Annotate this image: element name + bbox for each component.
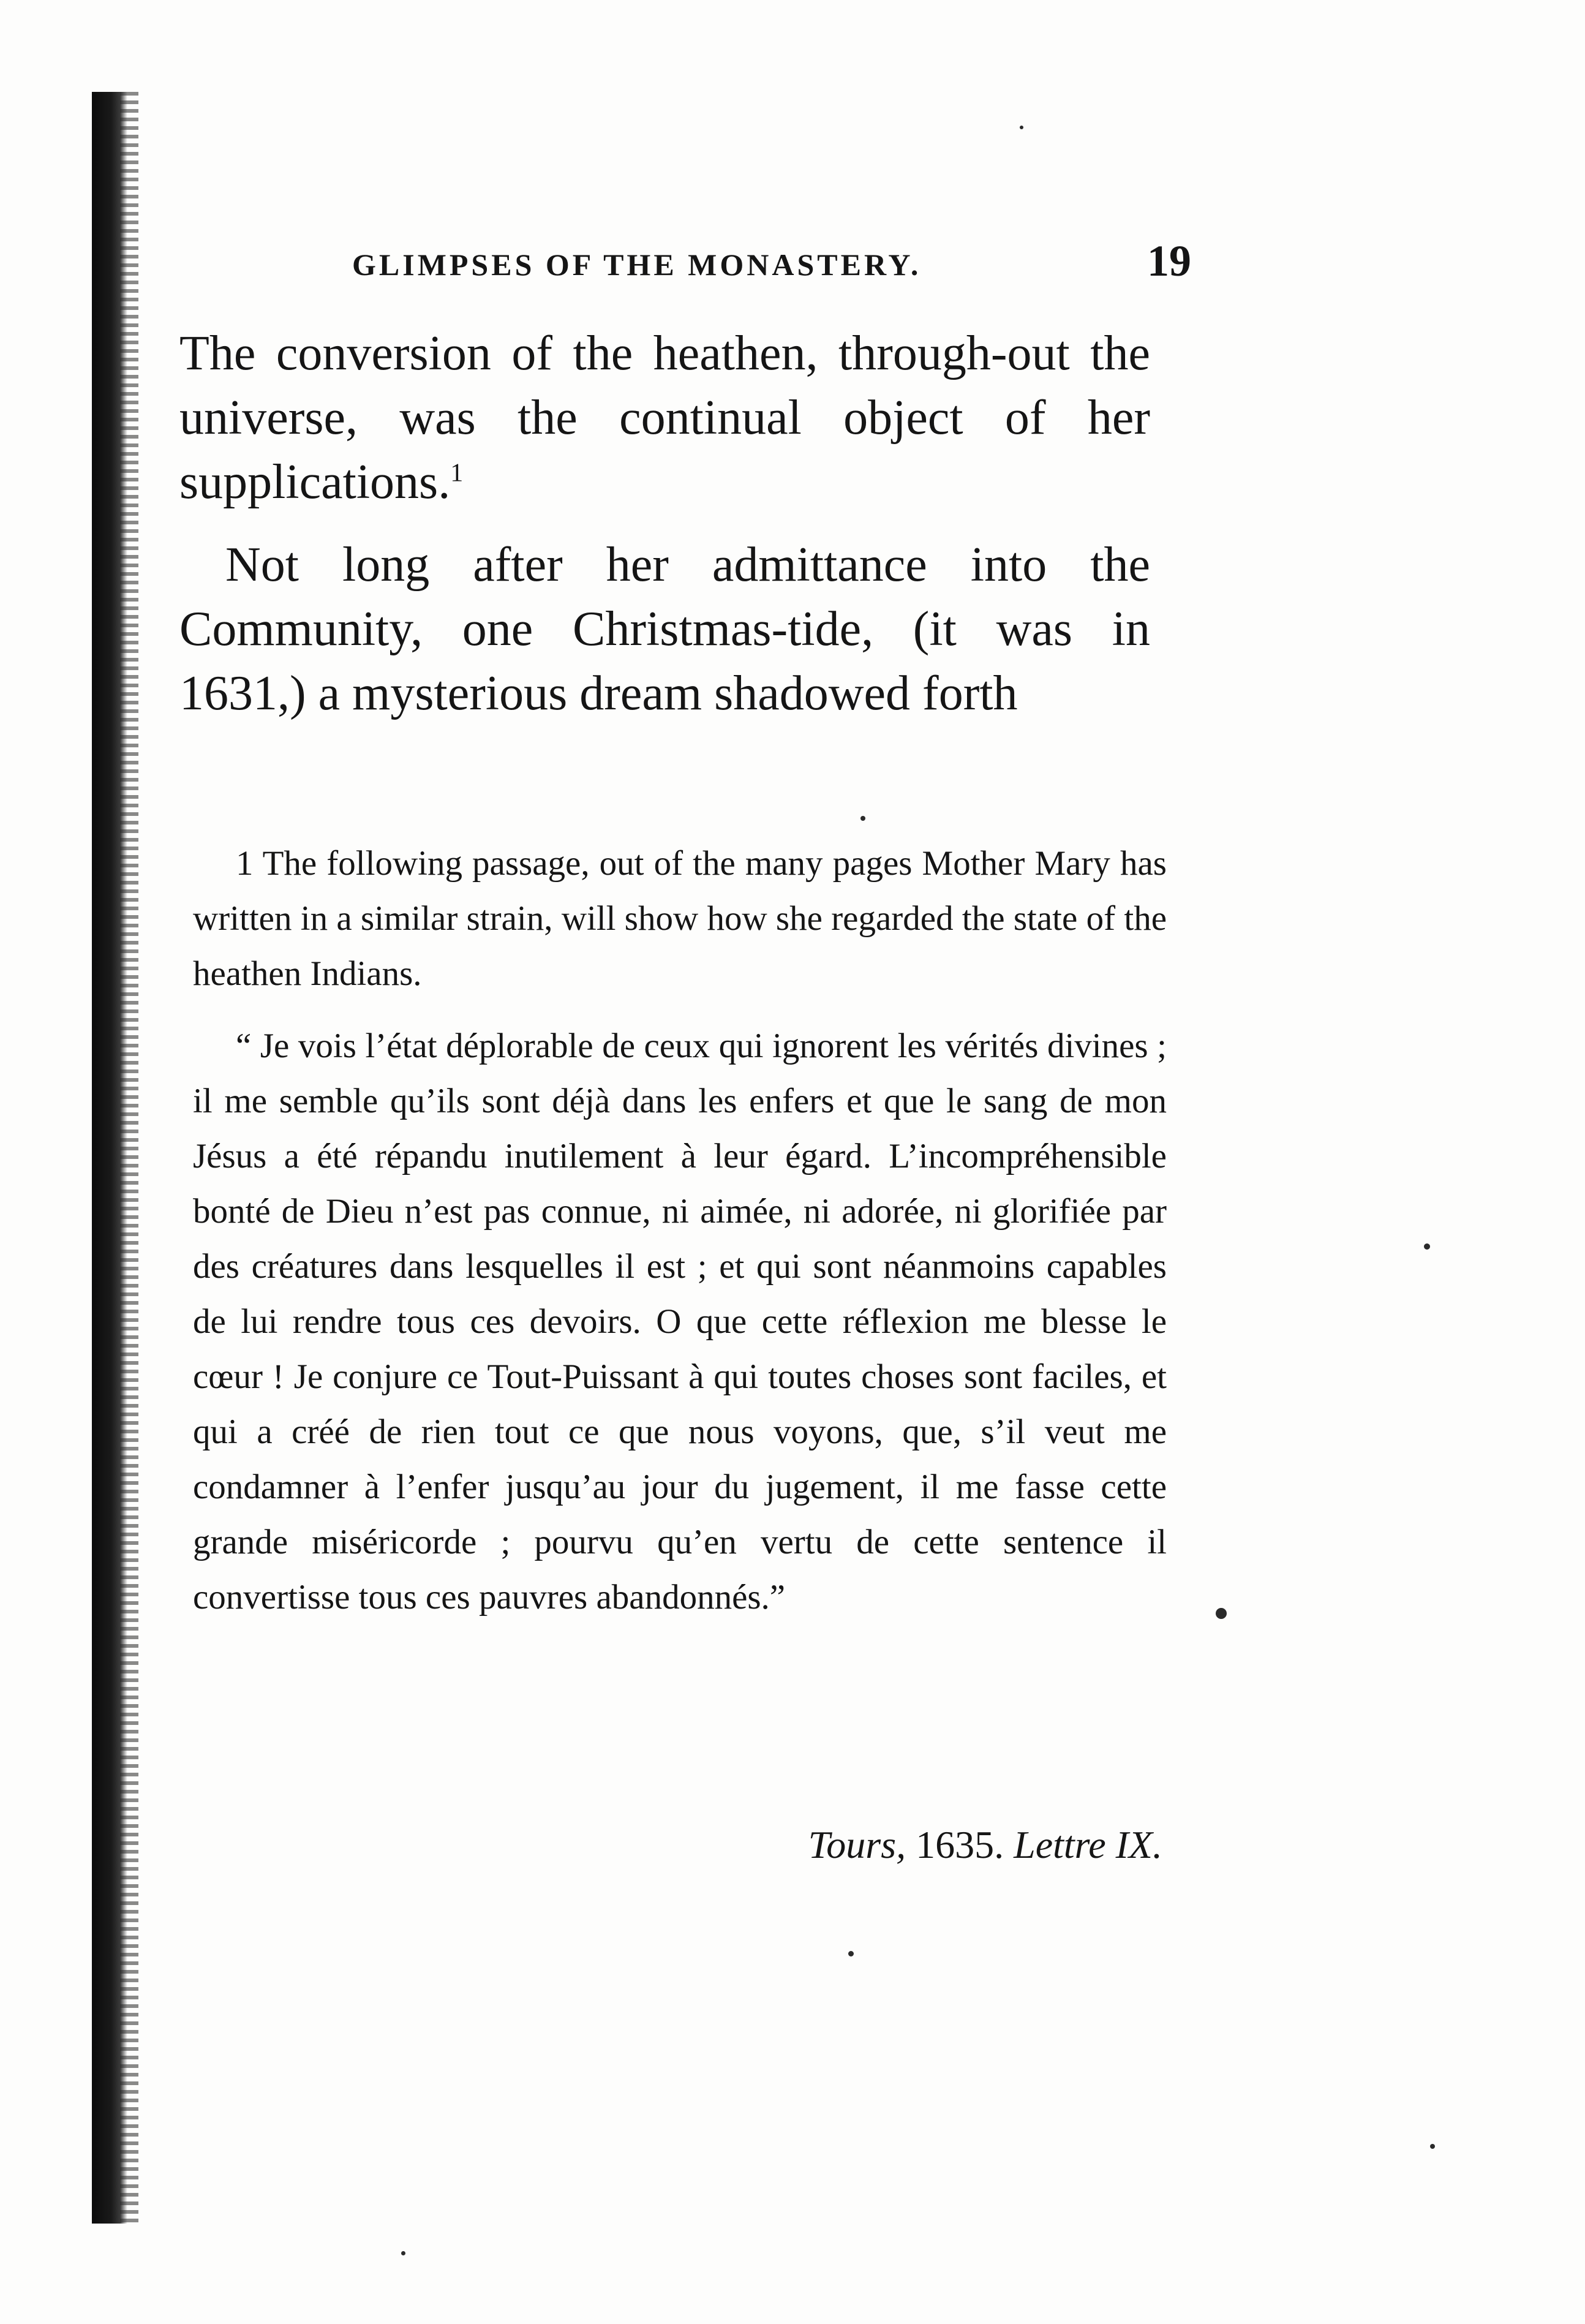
scan-speck	[401, 2251, 405, 2255]
footnote-number: 1	[236, 844, 254, 883]
footnote-intro-text: The following passage, out of the many pages Mother Mary has written in a similar strain, will show how she regarded the state of the heathen Indians.	[193, 844, 1167, 993]
source-place: Tours,	[808, 1823, 906, 1866]
footnote-quote: “ Je vois l’état déplorable de ceux qui ignorent les vérités divines ; il me semble qu’ils sont déjà dans les enfers et que le sang de mon Jésus a été répandu inutilement à leur égard. L’incompréhensible bonté de Dieu n’est pas connue, ni aimée, ni adorée, ni glorifiée par des créatures dans lesquelles il est ; et qui sont néanmoins capables de lui rendre tous ces devoirs. O que cette réflexion me blesse le cœur ! Je conjure ce Tout-Puissant à qui toutes choses sont faciles, et qui a créé de rien tout ce que nous voyons, que, s’il veut me condamner à l’enfer jusqu’au jour du jugement, il me fasse cette grande miséricorde ; pourvu qu’en vertu de cette sentence il convertisse tous ces pauvres abandonnés.”	[193, 1027, 1167, 1617]
page-number: 19	[1147, 236, 1191, 285]
page-header	[352, 236, 1191, 291]
source-letter: Lettre IX.	[1014, 1823, 1162, 1866]
scan-speck	[1020, 126, 1023, 129]
paragraph-1	[179, 322, 1150, 515]
source-year: 1635.	[916, 1823, 1004, 1866]
paragraph-1-text: The conversion of the heathen, through-out the universe, was the continual object of her supplications.	[179, 326, 1150, 509]
scan-speck	[1430, 2144, 1435, 2149]
quote-source	[808, 1822, 1162, 1868]
scan-speck	[848, 1951, 854, 1956]
binding-gutter-edge	[120, 92, 138, 2224]
main-text	[179, 322, 1150, 726]
running-head: GLIMPSES OF THE MONASTERY.	[352, 247, 922, 282]
footnote-block	[193, 836, 1167, 1625]
footnote-intro	[193, 836, 1167, 1002]
paragraph-2: Not long after her admittance into the Community, one Christmas-tide, (it was in 1631,) a mysterious dream shadowed forth	[179, 538, 1150, 720]
scan-speck	[860, 816, 865, 821]
scan-speck	[1216, 1608, 1227, 1619]
footnote-reference: 1	[450, 459, 464, 488]
scan-speck	[1424, 1243, 1430, 1250]
